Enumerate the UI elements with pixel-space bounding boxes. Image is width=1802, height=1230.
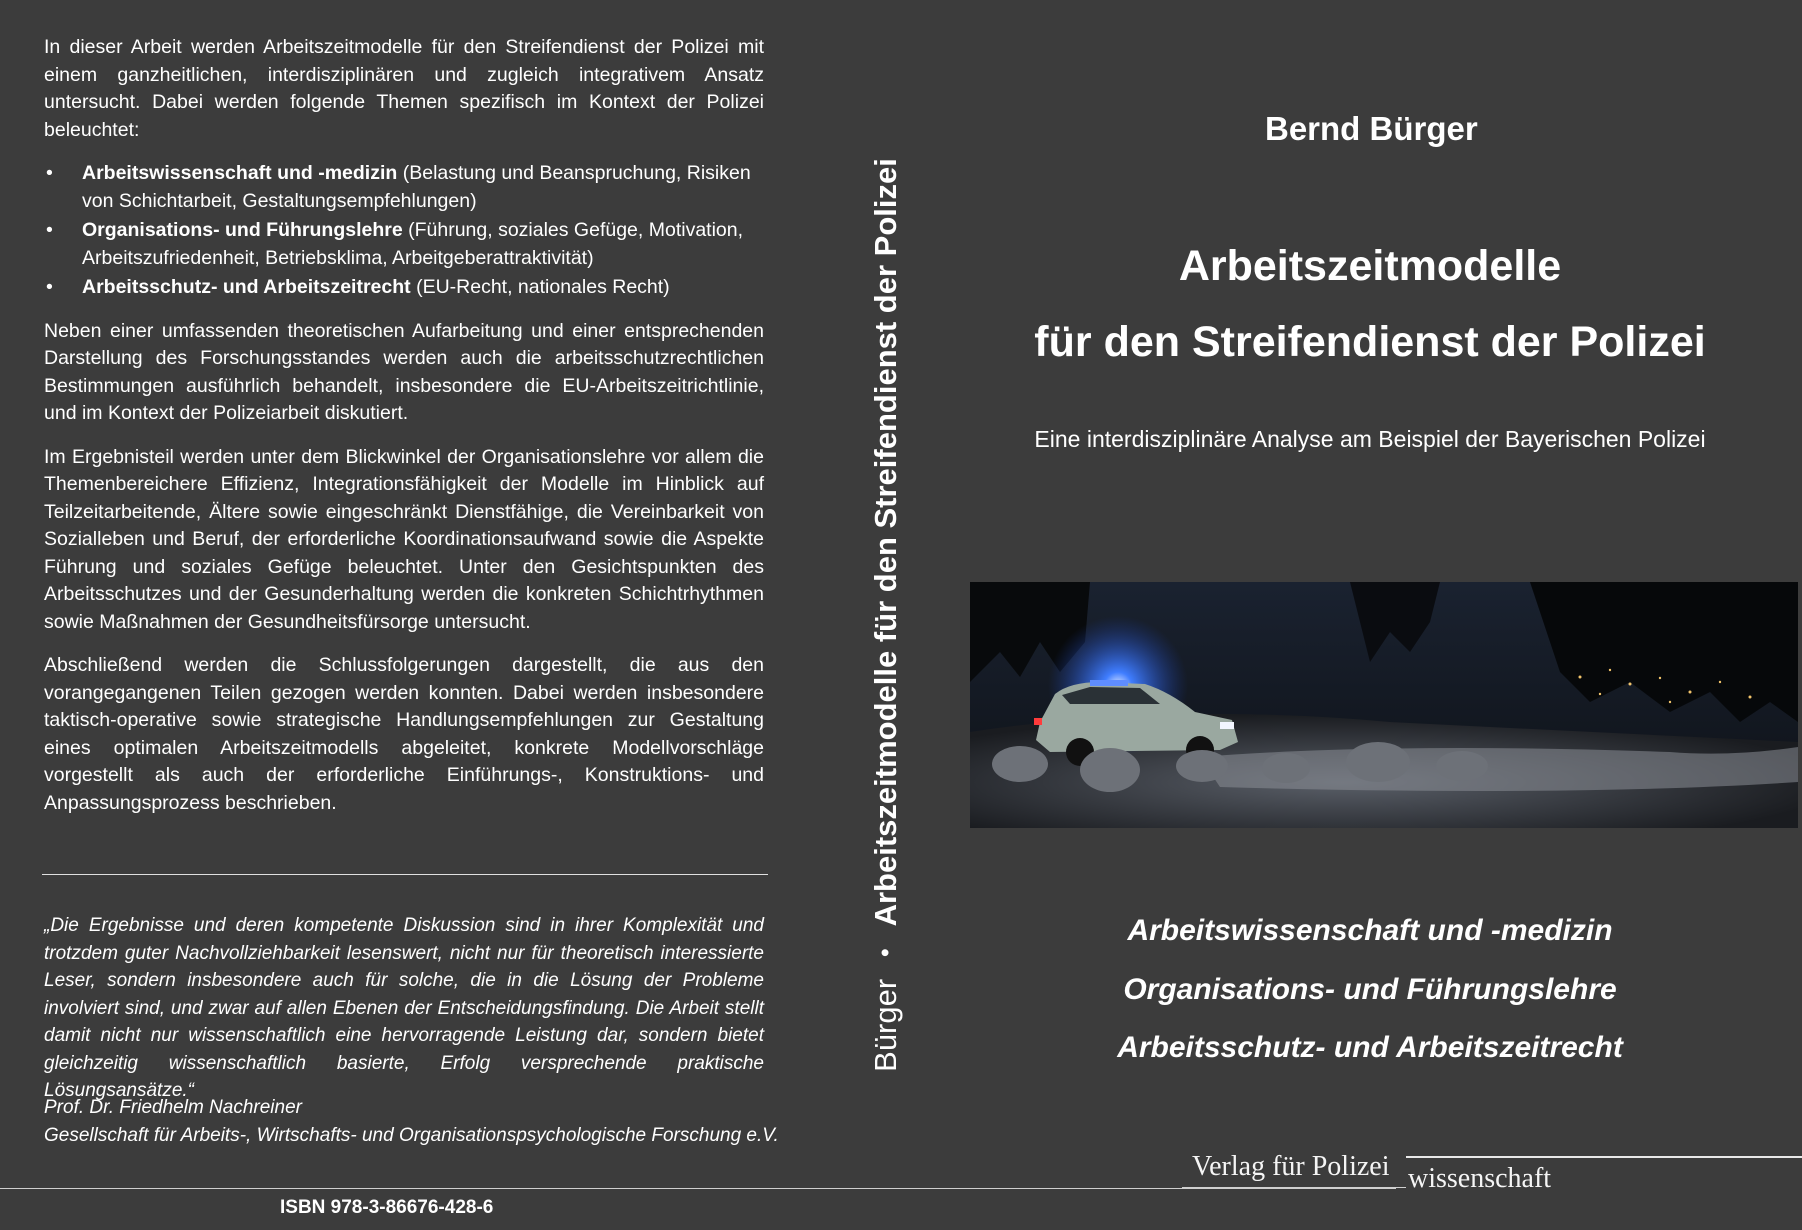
publisher-logo-main: Verlag für Polizei xyxy=(1192,1151,1390,1182)
front-title-line-1: Arbeitszeitmodelle xyxy=(1178,242,1562,290)
back-intro: In dieser Arbeit werden Arbeitszeitmodelle für den Streifendienst der Polizei mit einem ganzheitlichen, interdisziplinären und zugleich integrativem Ansatz untersucht. Dabei werden folgende Themen spezifisch im Kontext der Polizei beleuchtet: xyxy=(44,36,764,141)
bullet-bold: Arbeitswissenschaft und -medizin xyxy=(82,162,398,184)
bullet-text: (Führung, soziales Gefüge, Motivation, Arbeitszufriedenheit, Betriebsklima, Arbeitgeberattraktivität) xyxy=(82,219,744,269)
publisher-logo-tail: wissenschaft xyxy=(1408,1163,1552,1194)
back-paragraph-3: Im Ergebnisteil werden unter dem Blickwinkel der Organisationslehre vor allem die Themenbereichere Effizienz, Integrationsfähigkeit der Modelle im Hinblick auf Teilzeitarbeitende, Ältere sowie eingeschränkt Dienstfähige, die Vereinbarkeit von Sozialleben und Beruf, der erforderliche Koordinationsaufwand sowie die Aspekte Führung und soziales Gefüge beleuchtet. Unter den Gesichtspunkten des Arbeitsschutzes und der Gesunderhaltung werden die konkreten Schichtrhythmen sowie Maßnahmen der Gesundheitsfürsorge untersucht. xyxy=(44,445,764,633)
cover-photo-police-car-night xyxy=(970,582,1798,828)
bullet-bold: Arbeitsschutz- und Arbeitszeitrecht xyxy=(82,276,411,298)
back-paragraph-4: Abschließend werden die Schlussfolgerungen dargestellt, die aus den vorangegangenen Teilen gezogen werden konnten. Dabei werden insbesondere taktisch-operative sowie strategische Handlungsempfehlungen zur Gestaltung eines optimalen Arbeitszeitmodells abgeleitet, konkrete Modellvorschläge vorgestellt als auch der erforderliche Einführungs-, Konstruktions- und Anpassungsprozess beschrieben. xyxy=(44,654,764,814)
front-topic-3: Arbeitsschutz- und Arbeitszeitrecht xyxy=(1117,1031,1623,1064)
bottom-rule xyxy=(0,1188,1396,1189)
publisher-rule-bottom xyxy=(1182,1187,1406,1188)
quote-author: Prof. Dr. Friedhelm Nachreiner xyxy=(44,1097,302,1118)
quote-attribution xyxy=(44,1094,784,1149)
spine-title: Arbeitszeitmodelle für den Streifendienst der Polizei xyxy=(868,158,903,927)
front-title-line-2: für den Streifendienst der Polizei xyxy=(1034,318,1706,366)
quote-organization: Gesellschaft für Arbeits-, Wirtschafts- und Organisationspsychologische Forschung e.V. xyxy=(44,1124,779,1146)
spine-author: Bürger xyxy=(868,978,903,1072)
back-cover-text xyxy=(44,34,764,833)
bullet-text: (Belastung und Beanspruchung, Risiken von Schichtarbeit, Gestaltungsempfehlungen) xyxy=(82,162,751,212)
bullet-item xyxy=(44,160,764,215)
bullet-text: (EU-Recht, nationales Recht) xyxy=(410,276,670,298)
isbn: ISBN 978-3-86676-428-6 xyxy=(280,1197,494,1218)
publisher-rule-top xyxy=(1406,1156,1802,1158)
front-subtitle: Eine interdisziplinäre Analyse am Beispiel der Bayerischen Polizei xyxy=(1034,426,1706,452)
spine xyxy=(868,158,904,1072)
spine-separator: • xyxy=(872,948,899,957)
bullet-item xyxy=(44,274,764,302)
bullet-item xyxy=(44,217,764,272)
review-quote: „Die Ergebnisse und deren kompetente Diskussion sind in ihrer Komplexität und trotzdem guter Nachvollziehbarkeit lesenswert, nicht nur für theoretisch interessierte Leser, sondern insbesondere auch für solche, die in die Lösung der Probleme involviert sind, und zwar auf allen Ebenen der Entscheidungsfindung. Die Arbeit stellt damit nicht nur wissenschaftlich eine hervorragende Leistung dar, sondern bietet gleichzeitig wissenschaftlich basierte, Erfolg versprechende praktische Lösungsansätze.“ xyxy=(44,915,764,1101)
front-topic-1: Arbeitswissenschaft und -medizin xyxy=(1127,914,1613,947)
topic-bullet-list xyxy=(44,160,764,302)
back-paragraph-2: Neben einer umfassenden theoretischen Aufarbeitung und einer entsprechenden Darstellung des Forschungsstandes werden auch die arbeitsschutzrechtlichen Bestimmungen ausführlich behandelt, insbesondere die EU-Arbeitszeitrichtlinie, und im Kontext der Polizeiarbeit diskutiert. xyxy=(44,319,764,424)
front-topic-2: Organisations- und Führungslehre xyxy=(1123,973,1617,1006)
front-author: Bernd Bürger xyxy=(1265,110,1478,147)
divider xyxy=(42,874,768,875)
bullet-bold: Organisations- und Führungslehre xyxy=(82,219,403,241)
